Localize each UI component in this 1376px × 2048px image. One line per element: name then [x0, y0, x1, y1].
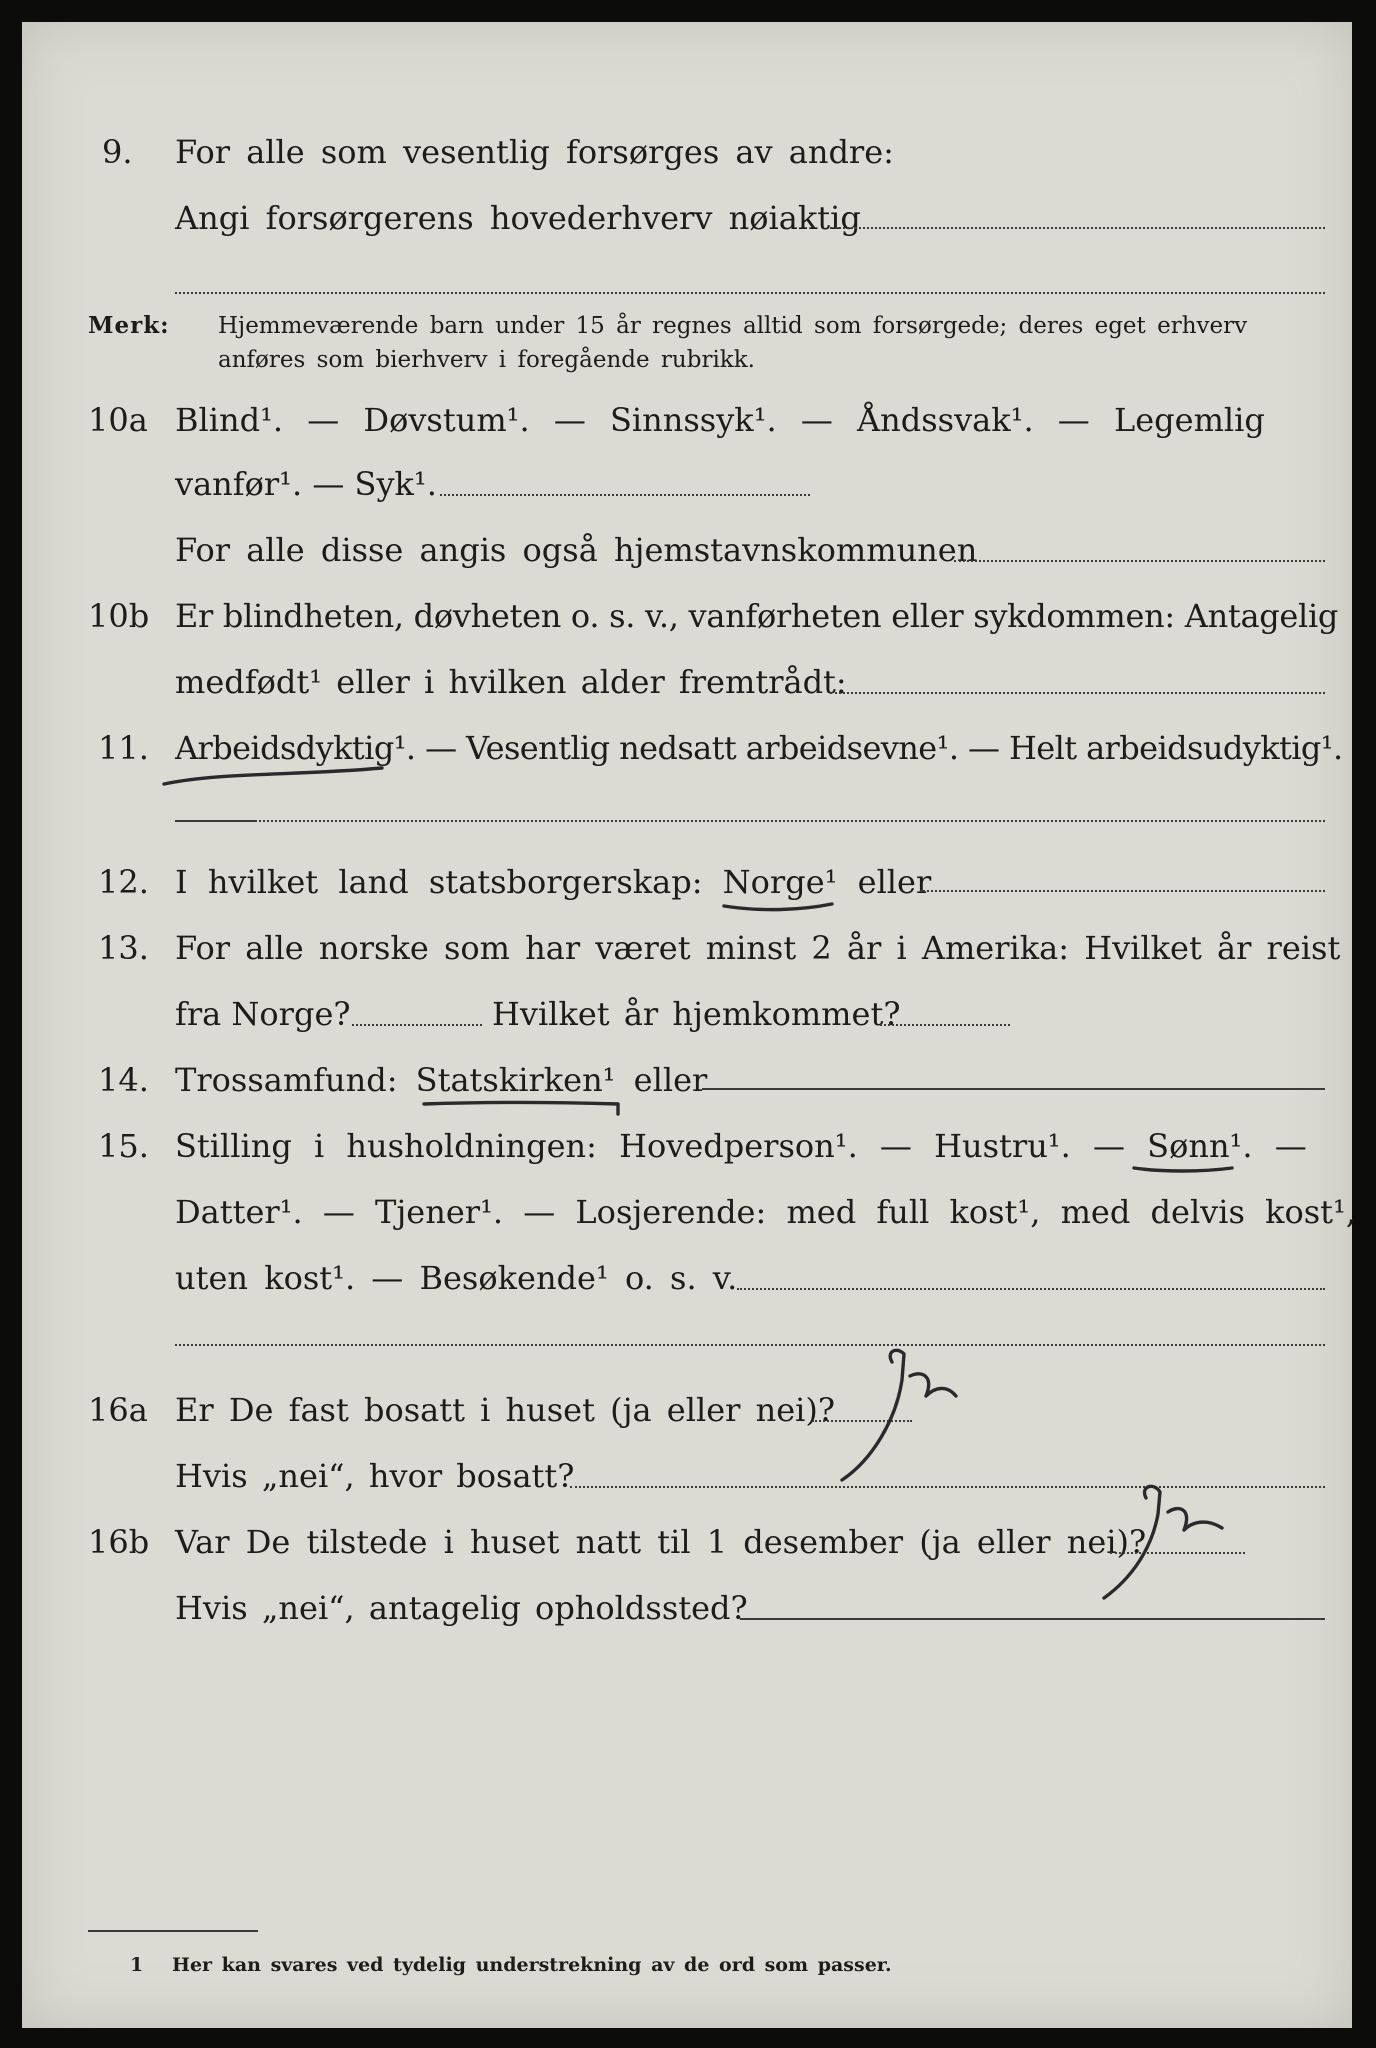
q9-line1: For alle som vesentlig forsørges av andre:: [175, 133, 894, 171]
q10b-number: 10b: [88, 597, 150, 635]
q10a-line1: Blind¹. — Døvstum¹. — Sinnssyk¹. — Åndssvak¹. — Legemlig: [175, 401, 1265, 439]
q16a-line1: Er De fast bosatt i huset (ja eller nei)?: [175, 1391, 836, 1429]
q10b-answer-line: [830, 692, 1325, 694]
q14-number: 14.: [98, 1061, 149, 1099]
q13-number: 13.: [98, 929, 149, 967]
q12-line1: I hvilket land statsborgerskap: Norge¹ eller: [175, 863, 932, 901]
q16b-number: 16b: [88, 1523, 150, 1561]
q15-number: 15.: [98, 1127, 149, 1165]
q16b-place-line: [740, 1618, 1325, 1620]
q15-extra-line: [175, 1344, 1325, 1346]
q14-line1: Trossamfund: Statskirken¹ eller: [175, 1061, 708, 1099]
q16b-line2: Hvis „nei“, antagelig opholdssted?: [175, 1589, 748, 1627]
q11-underline-mark: [162, 762, 402, 802]
q14-underline-mark: [422, 1090, 622, 1124]
q11-answer-line: [255, 820, 1325, 822]
q10a-home-line: [954, 560, 1325, 562]
q9-line2: Angi forsørgerens hovederhverv nøiaktig: [175, 199, 861, 237]
merk-line1: Hjemmeværende barn under 15 år regnes alltid som forsørgede; deres eget erhverv: [218, 313, 1248, 339]
q13-right-line: [880, 1024, 1010, 1026]
q13-line1: For alle norske som har været minst 2 år i Amerika: Hvilket år reist: [175, 929, 1341, 967]
q11-line1: Arbeidsdyktig¹. — Vesentlig nedsatt arbeidsevne¹. — Helt arbeidsudyktig¹.: [175, 729, 1343, 767]
footnote-text: Her kan svares ved tydelig understrekning av de ord som passer.: [172, 1954, 892, 1976]
q16a-number: 16a: [88, 1391, 148, 1429]
q16a-line2: Hvis „nei“, hvor bosatt?: [175, 1457, 575, 1495]
q11-number: 11.: [98, 729, 149, 767]
q16a-handwritten-answer: [822, 1340, 982, 1490]
footnote-mark: 1: [130, 1954, 144, 1976]
q15-answer-line: [737, 1288, 1325, 1290]
merk-label: Merk:: [88, 312, 170, 339]
q10a-line2: vanfør¹. — Syk¹.: [175, 465, 437, 503]
q15-line1: Stilling i husholdningen: Hovedperson¹. — Hustru¹. — Sønn¹. —: [175, 1127, 1307, 1165]
q15-line3: uten kost¹. — Besøkende¹ o. s. v.: [175, 1259, 738, 1297]
q14-answer-line: [702, 1088, 1325, 1090]
merk-line2: anføres som bierhverv i foregående rubrikk.: [218, 347, 755, 373]
q9-answer-line: [830, 227, 1325, 229]
q10a-number: 10a: [88, 401, 148, 439]
q15-line2: Datter¹. — Tjener¹. — Losjerende: med full kost¹, med delvis kost¹,: [175, 1193, 1357, 1231]
q13-line2a: fra Norge?: [175, 995, 351, 1033]
q12-answer-line: [920, 890, 1325, 892]
q13-line2b: Hvilket år hjemkommet?: [492, 995, 901, 1033]
form-page: [22, 22, 1357, 2028]
q9-number: 9.: [102, 133, 133, 171]
q13-left-line: [352, 1024, 482, 1026]
footnote-rule: [88, 1930, 258, 1932]
q10b-line2: medfødt¹ eller i hvilken alder fremtrådt:: [175, 663, 847, 701]
q15-underline-mark: [1132, 1158, 1242, 1182]
q10a-line3: For alle disse angis også hjemstavnskommunen: [175, 531, 978, 569]
q12-number: 12.: [98, 863, 149, 901]
q12-underline-mark: [722, 892, 842, 922]
q10a-sick-line: [440, 494, 810, 496]
q16b-line1: Var De tilstede i huset natt til 1 desember (ja eller nei)?: [175, 1523, 1147, 1561]
q11-short-rule: [175, 820, 255, 822]
q16b-handwritten-answer: [1082, 1478, 1252, 1608]
q10b-line1: Er blindheten, døvheten o. s. v., vanførheten eller sykdommen: Antagelig: [175, 597, 1339, 635]
q9-extra-line: [175, 292, 1325, 294]
